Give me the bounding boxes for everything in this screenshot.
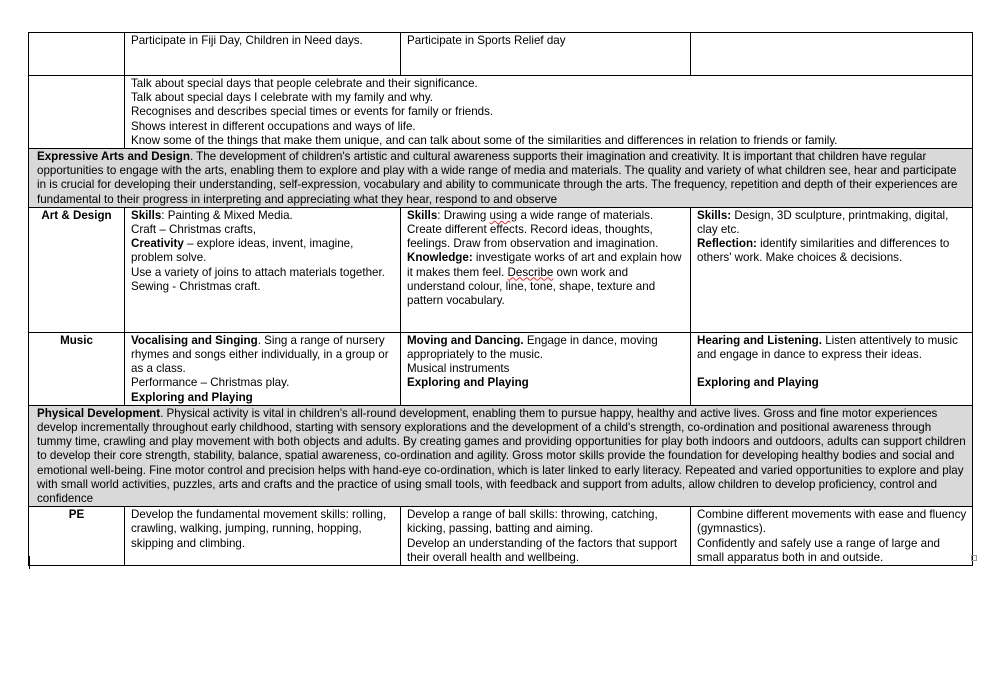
music-term1 bbox=[125, 332, 401, 405]
expressive-arts-banner bbox=[29, 149, 973, 208]
subject-label-pe: PE bbox=[29, 507, 125, 566]
row-label-empty bbox=[29, 33, 125, 76]
section-heading: Physical Development bbox=[37, 406, 161, 420]
curriculum-table bbox=[28, 32, 973, 566]
music-text: Engage in dance, moving appropriately to the music. bbox=[407, 333, 658, 362]
subject-label-music: Music bbox=[29, 332, 125, 405]
skills-text: : Drawing bbox=[437, 208, 490, 222]
pe-text: Develop a range of ball skills: throwing, catching, kicking, passing, batting and aiming. bbox=[407, 508, 658, 536]
music-heading: Hearing and Listening. bbox=[697, 333, 822, 347]
spelling-flag: Describe bbox=[507, 265, 554, 279]
table-row bbox=[29, 405, 973, 506]
music-text: Listen attentively to music and engage in dance to express their ideas. bbox=[697, 333, 958, 362]
table-row bbox=[29, 149, 973, 208]
instruments-text: Musical instruments bbox=[407, 362, 510, 376]
music-text: . Sing a range of nursery rhymes and songs either individually, in a group or as a class. bbox=[131, 333, 389, 376]
section-description: . The development of children's artistic and cultural awareness supports their imagination and creativity. It is important that children have regular opportunities to engage with the arts, enabling them to explore and play with a wide range of media and materials. The quality and variety of what children see, hear and participate in is crucial for developing their understanding, self-expression, vocabulary and ability to communicate through the arts. The frequency, repetition and depth of their experiences are fundamental to their progress in interpreting and appreciating what they hear, respond to and observe bbox=[37, 150, 958, 206]
table-row bbox=[29, 76, 973, 149]
music-heading: Moving and Dancing. bbox=[407, 333, 524, 347]
cell-term1: Participate in Fiji Day, Children in Need days. bbox=[125, 33, 401, 76]
skills-text: : Painting & Mixed Media. bbox=[161, 208, 293, 222]
craft-text: Craft – Christmas crafts, bbox=[131, 223, 256, 237]
skills-label: Skills bbox=[407, 208, 438, 222]
skills-label: Skills: bbox=[697, 208, 732, 222]
row-label-empty bbox=[29, 76, 125, 149]
outcome-line: Talk about special days that people celebrate and their significance. bbox=[131, 77, 478, 90]
performance-text: Performance – Christmas play. bbox=[131, 376, 290, 390]
art-term1 bbox=[125, 207, 401, 332]
spelling-flag: using bbox=[489, 208, 518, 222]
knowledge-label: Knowledge: bbox=[407, 251, 473, 265]
art-term2 bbox=[401, 207, 691, 332]
section-description: . Physical activity is vital in children's all-round development, enabling them to pursue happy, healthy and active lives. Gross and fine motor experiences develop incrementally throughout early childhood, starting with sensory explorations and the development of a child's strength, co-ordination and positional awareness through tummy time, crawling and play movement with both objects and adults. By creating games and providing opportunities for play both indoors and outdoors, adults can support children to develop their core strength, stability, balance, spatial awareness, co-ordination and agility. Gross motor skills provide the foundation for developing healthy bodies and social and emotional well-being. Fine motor control and precision helps with hand-eye co-ordination, which is later linked to early literacy. Repeated and varied opportunities to explore and play with small world activities, puzzles, arts and crafts and the practice of using small tools, with feedback and support from adults, allow children to develop proficiency, control and confidence bbox=[37, 406, 966, 506]
skills-text: Design, 3D sculpture, printmaking, digital, clay etc. bbox=[697, 208, 949, 237]
pe-text: Develop an understanding of the factors that support their overall health and wellbeing. bbox=[407, 536, 678, 564]
art-term3 bbox=[691, 207, 973, 332]
table-row bbox=[29, 207, 973, 332]
pe-term1: Develop the fundamental movement skills: rolling, crawling, walking, jumping, running, hopping, skipping and climbing. bbox=[125, 507, 401, 566]
table-row bbox=[29, 33, 973, 76]
exploring-heading: Exploring and Playing bbox=[697, 376, 819, 390]
knowledge-text: investigate works of art and explain how it makes them feel. bbox=[407, 251, 682, 279]
pe-text: Confidently and safely use a range of large and small apparatus both in and outside. bbox=[697, 536, 940, 564]
table-row bbox=[29, 332, 973, 405]
knowledge-text: own work and understand colour, line, tone, shape, texture and pattern vocabulary. bbox=[407, 265, 656, 308]
skills-text: a wide range of materials. Create different effects. Record ideas, thoughts, feelings. Draw from observation and imagination. bbox=[407, 208, 659, 251]
outcome-line: Shows interest in different occupations and ways of life. bbox=[131, 119, 416, 133]
reflection-label: Reflection: bbox=[697, 237, 757, 251]
pe-term3 bbox=[691, 507, 973, 566]
text-cursor bbox=[29, 556, 30, 569]
pe-text: Combine different movements with ease and fluency (gymnastics). bbox=[697, 508, 967, 536]
table-end-marker bbox=[971, 555, 977, 561]
cell-term2: Participate in Sports Relief day bbox=[401, 33, 691, 76]
table-row bbox=[29, 507, 973, 566]
outcome-line: Talk about special days I celebrate with my family and why. bbox=[131, 91, 434, 105]
exploring-heading: Exploring and Playing bbox=[407, 376, 529, 390]
outcomes-cell bbox=[125, 76, 973, 149]
creativity-text: – explore ideas, invent, imagine, problem solve. bbox=[131, 237, 354, 265]
music-heading: Vocalising and Singing bbox=[131, 333, 258, 347]
music-term2 bbox=[401, 332, 691, 405]
physical-development-banner bbox=[29, 405, 973, 506]
section-heading: Expressive Arts and Design bbox=[37, 150, 190, 164]
joins-text: Use a variety of joins to attach materials together. Sewing - Christmas craft. bbox=[131, 265, 385, 293]
outcome-line: Recognises and describes special times or events for family or friends. bbox=[131, 105, 494, 119]
pe-term2 bbox=[401, 507, 691, 566]
subject-label-art: Art & Design bbox=[29, 207, 125, 332]
skills-label: Skills bbox=[131, 208, 162, 222]
cell-term3 bbox=[691, 33, 973, 76]
creativity-label: Creativity bbox=[131, 237, 184, 251]
music-term3 bbox=[691, 332, 973, 405]
exploring-heading: Exploring and Playing bbox=[131, 390, 253, 404]
reflection-text: identify similarities and differences to others' work. Make choices & decisions. bbox=[697, 237, 950, 265]
outcome-line: Know some of the things that make them unique, and can talk about some of the similarities and differences in relation to friends or family. bbox=[131, 133, 838, 147]
